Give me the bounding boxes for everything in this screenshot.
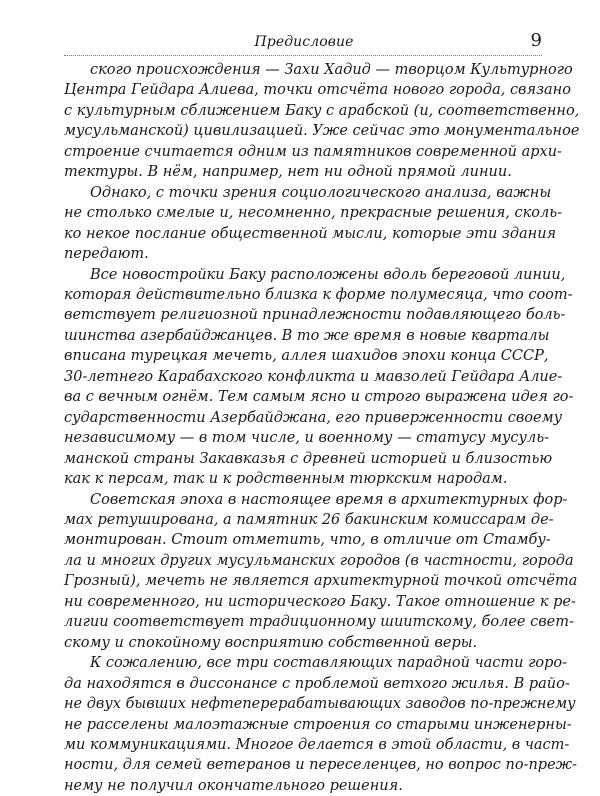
text-line: сударственности Азербайджана, его приверженности своему (64, 409, 563, 426)
text-line: не расселены малоэтажные строения со старыми инженерны- (64, 716, 572, 733)
text-line: ского происхождения — Захи Хадид — творцом Культурного (90, 62, 573, 78)
text-line: мусульманской) цивилизацией. Уже сейчас это монументальное (64, 123, 580, 140)
text-line: ла и многих других мусульманских городов (в частности, города (64, 552, 574, 569)
text-line: с культурным сближением Баку с арабской (и, соответственно, (64, 102, 580, 119)
text-line: ми коммуникациями. Многое делается в этой области, в част- (64, 736, 570, 753)
body-text (64, 60, 580, 796)
paragraph (64, 490, 578, 654)
text-line: Центра Гейдара Алиева, точки отсчёта нового города, связано (64, 82, 571, 99)
running-title: Предисловие (254, 34, 354, 50)
text-line: ко некое послание общественной мысли, которые эти здания (64, 225, 557, 242)
page-number: 9 (530, 30, 542, 51)
text-line: которая действительно близка к форме полумесяца, что соот- (64, 286, 573, 303)
text-line: да находятся в диссонансе с проблемой ветхого жилья. В райо- (64, 675, 570, 692)
text-line: ветствует религиозной принадлежности подавляющего боль- (64, 307, 566, 324)
text-line: ва с вечным огнём. Тем самым ясно и строго выражена идея го- (64, 389, 574, 406)
text-line: 30-летнего Карабахского конфликта и мавзолей Гейдара Алие- (64, 368, 563, 385)
text-line: как к персам, так и к родственным тюркским народам. (64, 471, 508, 488)
text-line: нему не получил окончательного решения. (64, 777, 403, 794)
text-line: К сожалению, все три составляющих парадной части горо- (90, 655, 568, 672)
text-line: независимому — в том числе, и военному — статусу мусуль- (64, 430, 549, 447)
text-line: ни современного, ни исторического Баку. Такое отношение к ре- (64, 593, 576, 610)
running-head (64, 28, 544, 54)
paragraph (64, 60, 580, 183)
text-line: Однако, с точки зрения социологического анализа, важны (90, 184, 552, 201)
text-line: манской страны Закавказья с древней историей и близостью (64, 450, 553, 467)
text-line: вписана турецкая мечеть, аллея шахидов эпохи конца СССР, (64, 348, 549, 365)
paragraph (64, 653, 578, 796)
text-line: мах ретуширована, а памятник 26 бакинским комиссарам де- (64, 511, 554, 528)
paragraph (64, 265, 574, 490)
text-line: не двух бывших нефтеперерабатывающих заводов по-прежнему (64, 696, 576, 713)
text-line: тектуры. В нём, например, нет ни одной прямой линии. (64, 164, 512, 181)
text-line: лигии соответствует традиционному шиитскому, более свет- (64, 614, 574, 631)
text-line: ности, для семей ветеранов и переселенцев, но вопрос по-преж- (64, 757, 578, 774)
text-line: Все новостройки Баку расположены вдоль береговой линии, (90, 266, 566, 283)
text-line: монтирован. Стоит отметить, что, в отличие от Стамбу- (64, 532, 551, 549)
text-line: не столько смелые и, несомненно, прекрасные решения, сколь- (64, 205, 563, 222)
text-line: передают. (64, 246, 149, 263)
text-line: строение считается одним из памятников современной архи- (64, 143, 562, 160)
text-line: Советская эпоха в настоящее время в архитектурных фор- (90, 491, 568, 508)
text-line: скому и спокойному восприятию собственной веры. (64, 634, 478, 651)
text-line: Грозный), мечеть не является архитектурной точкой отсчёта (64, 573, 578, 590)
text-line: шинства азербайджанцев. В то же время в новые кварталы (64, 327, 550, 344)
header-divider (64, 55, 542, 56)
paragraph (64, 183, 563, 265)
